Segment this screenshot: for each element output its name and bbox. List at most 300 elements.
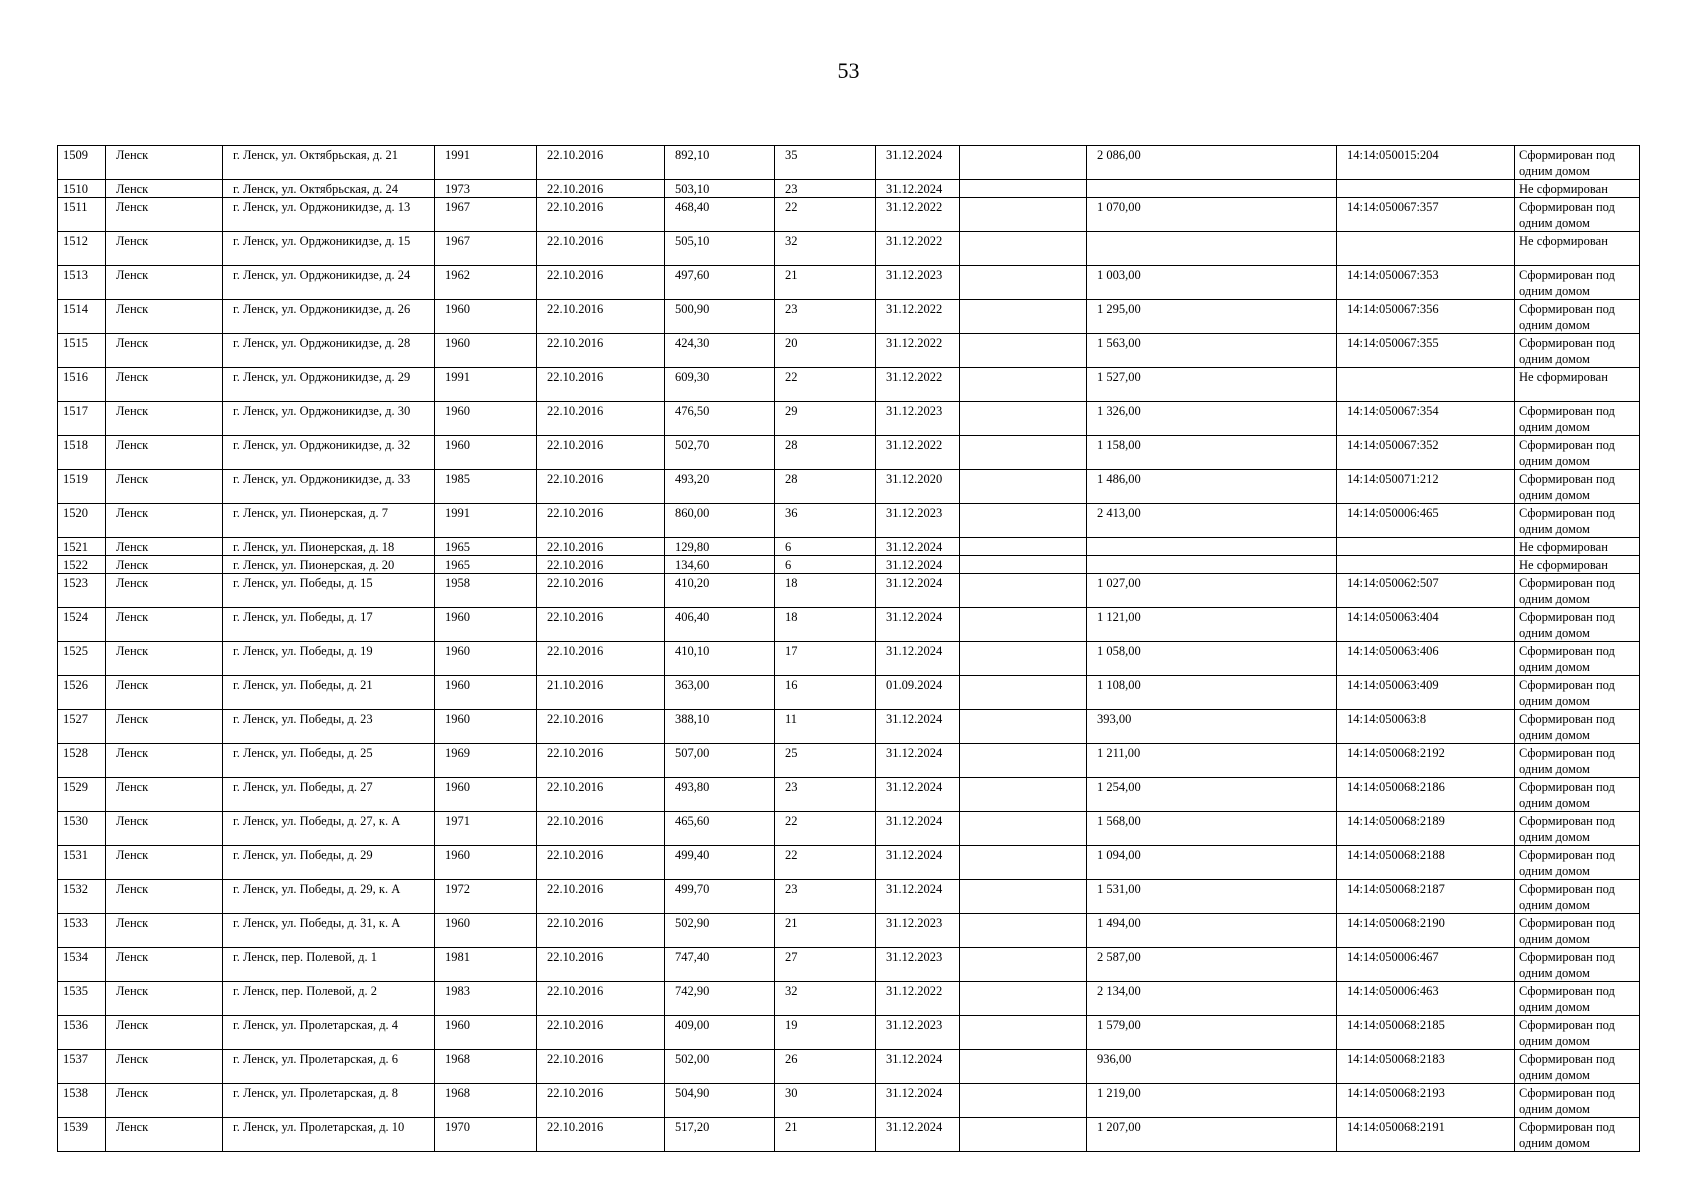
year-built-cell: 1960 — [435, 608, 537, 642]
area-cell: 465,60 — [665, 812, 775, 846]
year-built-cell: 1960 — [435, 1016, 537, 1050]
empty-cell — [960, 812, 1087, 846]
table-row — [58, 266, 1640, 300]
table-row — [58, 538, 1640, 556]
city-cell: Ленск — [106, 300, 223, 334]
residents-cell: 35 — [775, 146, 876, 180]
city-cell: Ленск — [106, 880, 223, 914]
address-cell: г. Ленск, пер. Полевой, д. 2 — [223, 982, 435, 1016]
residents-cell: 23 — [775, 180, 876, 198]
empty-cell — [960, 334, 1087, 368]
address-cell: г. Ленск, ул. Победы, д. 25 — [223, 744, 435, 778]
residents-cell: 22 — [775, 368, 876, 402]
city-cell: Ленск — [106, 1084, 223, 1118]
city-cell: Ленск — [106, 1118, 223, 1152]
year-built-cell: 1981 — [435, 948, 537, 982]
land-area-cell: 1 563,00 — [1087, 334, 1337, 368]
empty-cell — [960, 778, 1087, 812]
address-cell: г. Ленск, ул. Пролетарская, д. 10 — [223, 1118, 435, 1152]
empty-cell — [960, 1118, 1087, 1152]
row-number: 1512 — [58, 232, 106, 266]
land-status-cell: Сформирован под одним домом — [1515, 880, 1640, 914]
city-cell: Ленск — [106, 778, 223, 812]
area-cell: 502,00 — [665, 1050, 775, 1084]
year-built-cell: 1960 — [435, 334, 537, 368]
year-built-cell: 1991 — [435, 504, 537, 538]
date-cell: 22.10.2016 — [537, 198, 665, 232]
city-cell: Ленск — [106, 812, 223, 846]
area-cell: 493,80 — [665, 778, 775, 812]
land-status-cell: Не сформирован — [1515, 180, 1640, 198]
city-cell: Ленск — [106, 146, 223, 180]
empty-cell — [960, 556, 1087, 574]
land-area-cell: 1 531,00 — [1087, 880, 1337, 914]
residents-cell: 23 — [775, 778, 876, 812]
year-built-cell: 1965 — [435, 556, 537, 574]
land-status-cell: Сформирован под одним домом — [1515, 1118, 1640, 1152]
date-cell: 22.10.2016 — [537, 402, 665, 436]
address-cell: г. Ленск, ул. Победы, д. 17 — [223, 608, 435, 642]
date-cell: 22.10.2016 — [537, 914, 665, 948]
empty-cell — [960, 1016, 1087, 1050]
address-cell: г. Ленск, ул. Орджоникидзе, д. 30 — [223, 402, 435, 436]
deadline-cell: 31.12.2022 — [876, 334, 960, 368]
year-built-cell: 1960 — [435, 402, 537, 436]
date-cell: 22.10.2016 — [537, 642, 665, 676]
cadastral-number-cell: 14:14:050068:2191 — [1337, 1118, 1515, 1152]
date-cell: 22.10.2016 — [537, 1118, 665, 1152]
row-number: 1522 — [58, 556, 106, 574]
table-row — [58, 846, 1640, 880]
land-area-cell: 1 207,00 — [1087, 1118, 1337, 1152]
row-number: 1528 — [58, 744, 106, 778]
residents-cell: 22 — [775, 846, 876, 880]
date-cell: 22.10.2016 — [537, 556, 665, 574]
empty-cell — [960, 436, 1087, 470]
residents-cell: 26 — [775, 1050, 876, 1084]
land-status-cell: Сформирован под одним домом — [1515, 436, 1640, 470]
table-row — [58, 180, 1640, 198]
address-cell: г. Ленск, ул. Пионерская, д. 7 — [223, 504, 435, 538]
date-cell: 22.10.2016 — [537, 436, 665, 470]
deadline-cell: 31.12.2020 — [876, 470, 960, 504]
residents-cell: 29 — [775, 402, 876, 436]
row-number: 1525 — [58, 642, 106, 676]
land-status-cell: Сформирован под одним домом — [1515, 948, 1640, 982]
cadastral-number-cell: 14:14:050006:465 — [1337, 504, 1515, 538]
deadline-cell: 31.12.2022 — [876, 198, 960, 232]
land-status-cell: Сформирован под одним домом — [1515, 470, 1640, 504]
residents-cell: 6 — [775, 538, 876, 556]
year-built-cell: 1973 — [435, 180, 537, 198]
cadastral-number-cell — [1337, 556, 1515, 574]
date-cell: 22.10.2016 — [537, 266, 665, 300]
land-area-cell: 2 587,00 — [1087, 948, 1337, 982]
deadline-cell: 31.12.2024 — [876, 710, 960, 744]
row-number: 1535 — [58, 982, 106, 1016]
area-cell: 500,90 — [665, 300, 775, 334]
table-row — [58, 914, 1640, 948]
residents-cell: 32 — [775, 982, 876, 1016]
area-cell: 517,20 — [665, 1118, 775, 1152]
date-cell: 22.10.2016 — [537, 608, 665, 642]
deadline-cell: 31.12.2024 — [876, 180, 960, 198]
land-area-cell: 393,00 — [1087, 710, 1337, 744]
row-number: 1520 — [58, 504, 106, 538]
land-status-cell: Сформирован под одним домом — [1515, 642, 1640, 676]
land-status-cell: Сформирован под одним домом — [1515, 402, 1640, 436]
residents-cell: 18 — [775, 608, 876, 642]
land-area-cell: 1 254,00 — [1087, 778, 1337, 812]
row-number: 1516 — [58, 368, 106, 402]
city-cell: Ленск — [106, 470, 223, 504]
cadastral-number-cell: 14:14:050067:353 — [1337, 266, 1515, 300]
row-number: 1521 — [58, 538, 106, 556]
deadline-cell: 31.12.2024 — [876, 744, 960, 778]
empty-cell — [960, 846, 1087, 880]
residents-cell: 18 — [775, 574, 876, 608]
register-body — [58, 146, 1640, 1152]
date-cell: 22.10.2016 — [537, 948, 665, 982]
area-cell: 410,20 — [665, 574, 775, 608]
empty-cell — [960, 982, 1087, 1016]
date-cell: 22.10.2016 — [537, 1016, 665, 1050]
city-cell: Ленск — [106, 676, 223, 710]
date-cell: 22.10.2016 — [537, 538, 665, 556]
table-row — [58, 402, 1640, 436]
city-cell: Ленск — [106, 744, 223, 778]
area-cell: 747,40 — [665, 948, 775, 982]
land-status-cell: Сформирован под одним домом — [1515, 300, 1640, 334]
table-row — [58, 1016, 1640, 1050]
cadastral-number-cell: 14:14:050067:355 — [1337, 334, 1515, 368]
area-cell: 409,00 — [665, 1016, 775, 1050]
table-row — [58, 880, 1640, 914]
cadastral-number-cell — [1337, 232, 1515, 266]
table-row — [58, 676, 1640, 710]
deadline-cell: 31.12.2023 — [876, 914, 960, 948]
empty-cell — [960, 232, 1087, 266]
land-status-cell: Сформирован под одним домом — [1515, 146, 1640, 180]
area-cell: 507,00 — [665, 744, 775, 778]
area-cell: 609,30 — [665, 368, 775, 402]
city-cell: Ленск — [106, 1050, 223, 1084]
residents-cell: 22 — [775, 812, 876, 846]
cadastral-number-cell: 14:14:050006:463 — [1337, 982, 1515, 1016]
land-status-cell: Сформирован под одним домом — [1515, 710, 1640, 744]
city-cell: Ленск — [106, 402, 223, 436]
city-cell: Ленск — [106, 436, 223, 470]
land-status-cell: Сформирован под одним домом — [1515, 608, 1640, 642]
residents-cell: 30 — [775, 1084, 876, 1118]
deadline-cell: 31.12.2022 — [876, 368, 960, 402]
residents-cell: 36 — [775, 504, 876, 538]
area-cell: 499,40 — [665, 846, 775, 880]
year-built-cell: 1960 — [435, 642, 537, 676]
residents-cell: 11 — [775, 710, 876, 744]
year-built-cell: 1969 — [435, 744, 537, 778]
address-cell: г. Ленск, ул. Орджоникидзе, д. 33 — [223, 470, 435, 504]
date-cell: 22.10.2016 — [537, 1050, 665, 1084]
housing-register-table — [57, 145, 1640, 1152]
table-row — [58, 608, 1640, 642]
date-cell: 22.10.2016 — [537, 574, 665, 608]
date-cell: 22.10.2016 — [537, 470, 665, 504]
address-cell: г. Ленск, ул. Орджоникидзе, д. 29 — [223, 368, 435, 402]
year-built-cell: 1991 — [435, 368, 537, 402]
city-cell: Ленск — [106, 574, 223, 608]
address-cell: г. Ленск, ул. Победы, д. 27, к. А — [223, 812, 435, 846]
cadastral-number-cell: 14:14:050006:467 — [1337, 948, 1515, 982]
area-cell: 410,10 — [665, 642, 775, 676]
land-area-cell: 1 158,00 — [1087, 436, 1337, 470]
row-number: 1517 — [58, 402, 106, 436]
city-cell: Ленск — [106, 180, 223, 198]
address-cell: г. Ленск, ул. Победы, д. 29, к. А — [223, 880, 435, 914]
deadline-cell: 31.12.2023 — [876, 504, 960, 538]
cadastral-number-cell: 14:14:050067:352 — [1337, 436, 1515, 470]
city-cell: Ленск — [106, 266, 223, 300]
row-number: 1524 — [58, 608, 106, 642]
area-cell: 424,30 — [665, 334, 775, 368]
deadline-cell: 31.12.2022 — [876, 436, 960, 470]
address-cell: г. Ленск, ул. Победы, д. 31, к. А — [223, 914, 435, 948]
address-cell: г. Ленск, ул. Октябрьская, д. 21 — [223, 146, 435, 180]
land-status-cell: Сформирован под одним домом — [1515, 676, 1640, 710]
land-area-cell: 1 568,00 — [1087, 812, 1337, 846]
table-row — [58, 744, 1640, 778]
date-cell: 22.10.2016 — [537, 744, 665, 778]
row-number: 1509 — [58, 146, 106, 180]
land-area-cell — [1087, 556, 1337, 574]
land-area-cell: 1 527,00 — [1087, 368, 1337, 402]
row-number: 1536 — [58, 1016, 106, 1050]
cadastral-number-cell — [1337, 180, 1515, 198]
table-row — [58, 982, 1640, 1016]
year-built-cell: 1970 — [435, 1118, 537, 1152]
empty-cell — [960, 914, 1087, 948]
land-status-cell: Сформирован под одним домом — [1515, 982, 1640, 1016]
deadline-cell: 31.12.2024 — [876, 1084, 960, 1118]
table-row — [58, 146, 1640, 180]
deadline-cell: 31.12.2024 — [876, 880, 960, 914]
cadastral-number-cell: 14:14:050067:354 — [1337, 402, 1515, 436]
land-area-cell: 1 094,00 — [1087, 846, 1337, 880]
table-row — [58, 812, 1640, 846]
city-cell: Ленск — [106, 608, 223, 642]
land-status-cell: Сформирован под одним домом — [1515, 198, 1640, 232]
empty-cell — [960, 368, 1087, 402]
empty-cell — [960, 146, 1087, 180]
city-cell: Ленск — [106, 504, 223, 538]
deadline-cell: 31.12.2024 — [876, 642, 960, 676]
row-number: 1511 — [58, 198, 106, 232]
year-built-cell: 1960 — [435, 846, 537, 880]
row-number: 1523 — [58, 574, 106, 608]
empty-cell — [960, 608, 1087, 642]
area-cell: 742,90 — [665, 982, 775, 1016]
table-row — [58, 198, 1640, 232]
empty-cell — [960, 538, 1087, 556]
year-built-cell: 1968 — [435, 1084, 537, 1118]
year-built-cell: 1960 — [435, 710, 537, 744]
row-number: 1532 — [58, 880, 106, 914]
land-status-cell: Сформирован под одним домом — [1515, 812, 1640, 846]
residents-cell: 22 — [775, 198, 876, 232]
table-row — [58, 334, 1640, 368]
row-number: 1531 — [58, 846, 106, 880]
year-built-cell: 1968 — [435, 1050, 537, 1084]
land-status-cell: Сформирован под одним домом — [1515, 914, 1640, 948]
cadastral-number-cell — [1337, 538, 1515, 556]
land-status-cell: Сформирован под одним домом — [1515, 504, 1640, 538]
land-status-cell: Не сформирован — [1515, 232, 1640, 266]
address-cell: г. Ленск, пер. Полевой, д. 1 — [223, 948, 435, 982]
deadline-cell: 31.12.2024 — [876, 778, 960, 812]
city-cell: Ленск — [106, 368, 223, 402]
area-cell: 504,90 — [665, 1084, 775, 1118]
city-cell: Ленск — [106, 846, 223, 880]
year-built-cell: 1960 — [435, 300, 537, 334]
city-cell: Ленск — [106, 914, 223, 948]
year-built-cell: 1971 — [435, 812, 537, 846]
land-area-cell: 936,00 — [1087, 1050, 1337, 1084]
area-cell: 363,00 — [665, 676, 775, 710]
empty-cell — [960, 1084, 1087, 1118]
table-row — [58, 300, 1640, 334]
empty-cell — [960, 266, 1087, 300]
row-number: 1518 — [58, 436, 106, 470]
table-row — [58, 504, 1640, 538]
row-number: 1538 — [58, 1084, 106, 1118]
land-status-cell: Сформирован под одним домом — [1515, 574, 1640, 608]
table-row — [58, 778, 1640, 812]
residents-cell: 21 — [775, 914, 876, 948]
page-number: 53 — [837, 58, 860, 83]
area-cell: 860,00 — [665, 504, 775, 538]
cadastral-number-cell: 14:14:050068:2193 — [1337, 1084, 1515, 1118]
empty-cell — [960, 1050, 1087, 1084]
table-row — [58, 368, 1640, 402]
land-status-cell: Сформирован под одним домом — [1515, 778, 1640, 812]
land-status-cell: Сформирован под одним домом — [1515, 744, 1640, 778]
row-number: 1527 — [58, 710, 106, 744]
residents-cell: 16 — [775, 676, 876, 710]
table-row — [58, 710, 1640, 744]
row-number: 1533 — [58, 914, 106, 948]
empty-cell — [960, 710, 1087, 744]
date-cell: 22.10.2016 — [537, 778, 665, 812]
empty-cell — [960, 470, 1087, 504]
residents-cell: 19 — [775, 1016, 876, 1050]
row-number: 1515 — [58, 334, 106, 368]
table-row — [58, 556, 1640, 574]
table-row — [58, 642, 1640, 676]
empty-cell — [960, 504, 1087, 538]
year-built-cell: 1967 — [435, 232, 537, 266]
land-area-cell: 1 579,00 — [1087, 1016, 1337, 1050]
row-number: 1510 — [58, 180, 106, 198]
address-cell: г. Ленск, ул. Орджоникидзе, д. 24 — [223, 266, 435, 300]
cadastral-number-cell: 14:14:050068:2188 — [1337, 846, 1515, 880]
year-built-cell: 1967 — [435, 198, 537, 232]
land-area-cell: 1 326,00 — [1087, 402, 1337, 436]
area-cell: 493,20 — [665, 470, 775, 504]
cadastral-number-cell: 14:14:050071:212 — [1337, 470, 1515, 504]
cadastral-number-cell: 14:14:050068:2189 — [1337, 812, 1515, 846]
year-built-cell: 1960 — [435, 676, 537, 710]
land-area-cell — [1087, 538, 1337, 556]
address-cell: г. Ленск, ул. Октябрьская, д. 24 — [223, 180, 435, 198]
land-area-cell: 1 070,00 — [1087, 198, 1337, 232]
land-area-cell: 1 486,00 — [1087, 470, 1337, 504]
deadline-cell: 31.12.2023 — [876, 402, 960, 436]
cadastral-number-cell: 14:14:050015:204 — [1337, 146, 1515, 180]
land-status-cell: Не сформирован — [1515, 556, 1640, 574]
address-cell: г. Ленск, ул. Орджоникидзе, д. 32 — [223, 436, 435, 470]
cadastral-number-cell: 14:14:050063:406 — [1337, 642, 1515, 676]
empty-cell — [960, 676, 1087, 710]
date-cell: 22.10.2016 — [537, 1084, 665, 1118]
city-cell: Ленск — [106, 538, 223, 556]
deadline-cell: 31.12.2024 — [876, 846, 960, 880]
cadastral-number-cell: 14:14:050062:507 — [1337, 574, 1515, 608]
area-cell: 134,60 — [665, 556, 775, 574]
table-row — [58, 948, 1640, 982]
year-built-cell: 1991 — [435, 146, 537, 180]
year-built-cell: 1983 — [435, 982, 537, 1016]
city-cell: Ленск — [106, 232, 223, 266]
row-number: 1530 — [58, 812, 106, 846]
land-status-cell: Сформирован под одним домом — [1515, 334, 1640, 368]
area-cell: 503,10 — [665, 180, 775, 198]
row-number: 1537 — [58, 1050, 106, 1084]
date-cell: 22.10.2016 — [537, 880, 665, 914]
cadastral-number-cell — [1337, 368, 1515, 402]
year-built-cell: 1958 — [435, 574, 537, 608]
empty-cell — [960, 300, 1087, 334]
empty-cell — [960, 180, 1087, 198]
area-cell: 388,10 — [665, 710, 775, 744]
empty-cell — [960, 402, 1087, 436]
address-cell: г. Ленск, ул. Победы, д. 27 — [223, 778, 435, 812]
cadastral-number-cell: 14:14:050063:409 — [1337, 676, 1515, 710]
cadastral-number-cell: 14:14:050068:2192 — [1337, 744, 1515, 778]
table-row — [58, 574, 1640, 608]
row-number: 1529 — [58, 778, 106, 812]
land-area-cell: 1 211,00 — [1087, 744, 1337, 778]
date-cell: 22.10.2016 — [537, 300, 665, 334]
empty-cell — [960, 880, 1087, 914]
city-cell: Ленск — [106, 556, 223, 574]
land-area-cell: 2 413,00 — [1087, 504, 1337, 538]
row-number: 1514 — [58, 300, 106, 334]
land-area-cell: 1 219,00 — [1087, 1084, 1337, 1118]
area-cell: 505,10 — [665, 232, 775, 266]
date-cell: 21.10.2016 — [537, 676, 665, 710]
deadline-cell: 31.12.2023 — [876, 1016, 960, 1050]
area-cell: 406,40 — [665, 608, 775, 642]
year-built-cell: 1965 — [435, 538, 537, 556]
area-cell: 502,90 — [665, 914, 775, 948]
land-area-cell: 2 134,00 — [1087, 982, 1337, 1016]
date-cell: 22.10.2016 — [537, 812, 665, 846]
address-cell: г. Ленск, ул. Орджоникидзе, д. 15 — [223, 232, 435, 266]
area-cell: 468,40 — [665, 198, 775, 232]
row-number: 1526 — [58, 676, 106, 710]
table-row — [58, 470, 1640, 504]
cadastral-number-cell: 14:14:050068:2186 — [1337, 778, 1515, 812]
